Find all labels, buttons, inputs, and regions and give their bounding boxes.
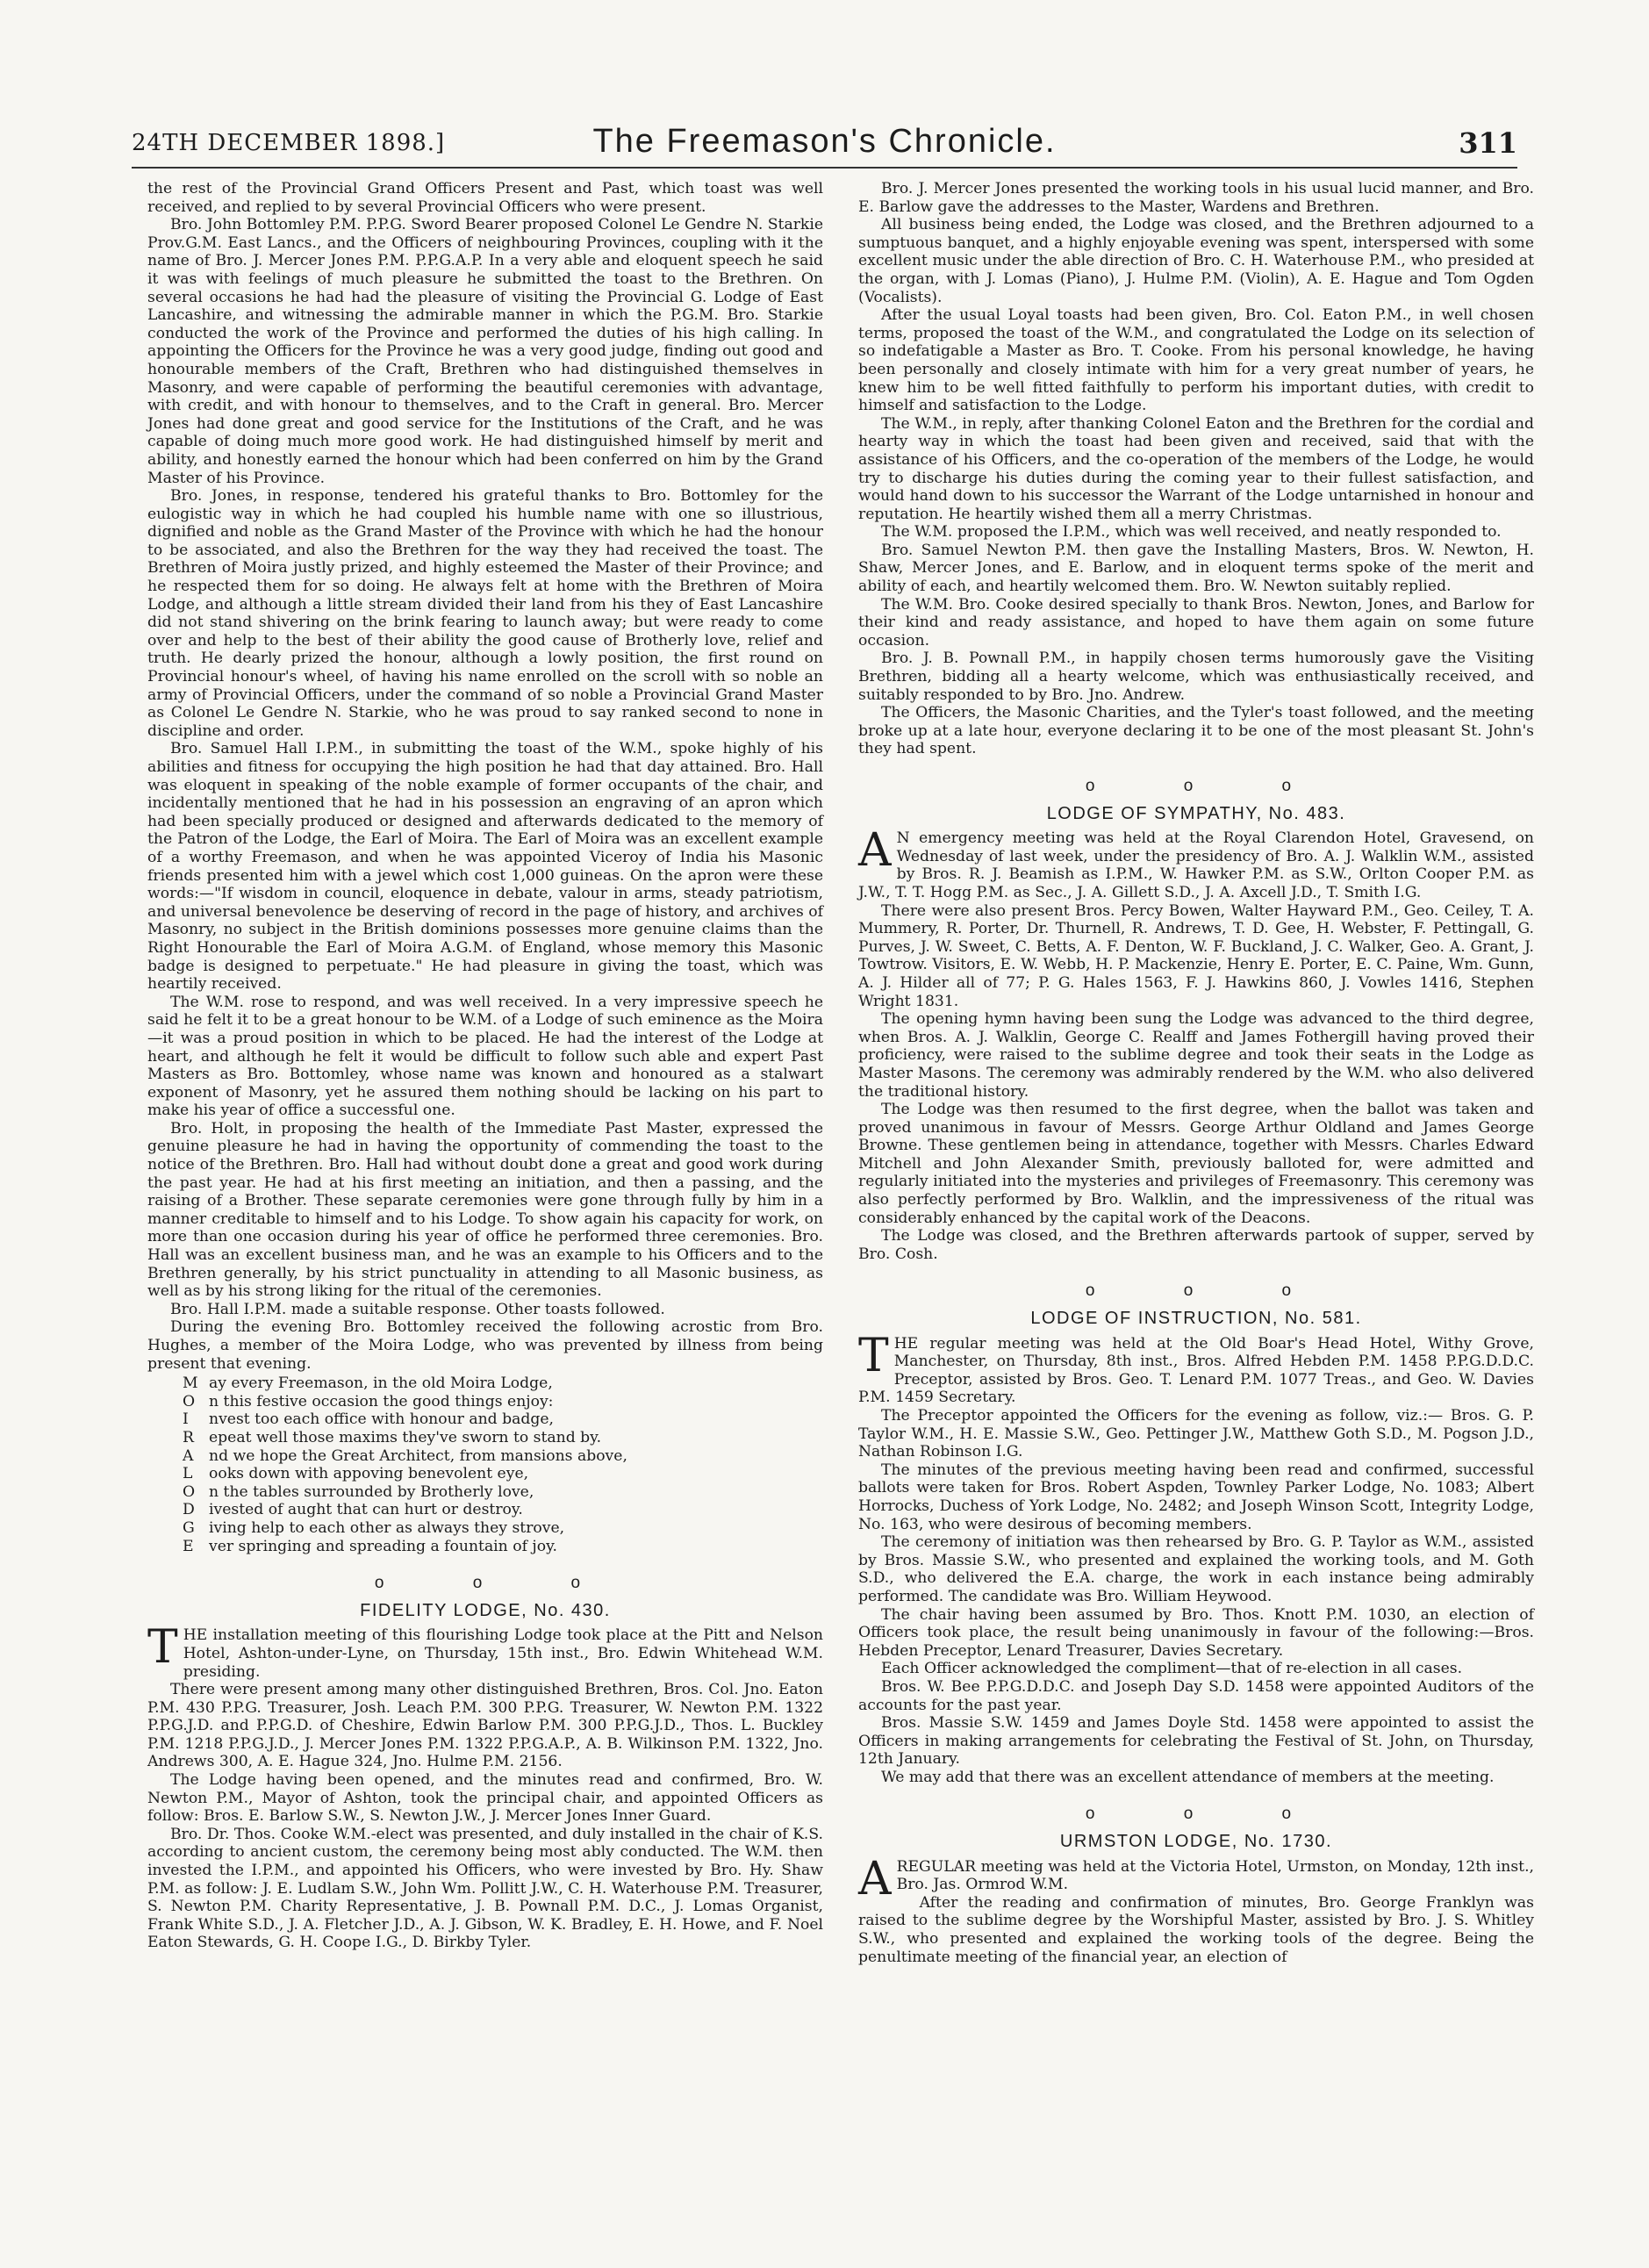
acrostic-poem [183, 1374, 823, 1555]
paragraph: During the evening Bro. Bottomley received the following acrostic from Bro. Hughes, a member of the Moira Lodge, who was prevented by illness from being present that evening. [147, 1318, 823, 1373]
acrostic-line: E ver springing and spreading a fountain of joy. [183, 1537, 557, 1555]
page-header [132, 123, 1517, 158]
acrostic-line: G iving help to each other as always they strove, [183, 1518, 565, 1537]
acrostic-line: R epeat well those maxims they've sworn to stand by. [183, 1428, 602, 1446]
paragraph: After the reading and confirmation of minutes, Bro. George Franklyn was raised to the sublime degree by the Worshipful Master, assisted by Bro. J. S. Whitley S.W., who presented and explained the working tools of the degree. Being the penultimate meeting of the financial year, an election of [858, 1893, 1534, 1966]
paragraph: After the usual Loyal toasts had been given, Bro. Col. Eaton P.M., in well chosen terms, proposed the toast of the W.M., and congratulated the Lodge on its selection of so indefatigable a Master as Bro. T. Cooke. From his personal knowledge, he having been personally and closely intimate with him for a very great number of years, he knew him to be well fitted faithfully to perform his important duties, with credit to himself and satisfaction to the Lodge. [858, 306, 1534, 415]
paragraph: A N emergency meeting was held at the Royal Clarendon Hotel, Gravesend, on Wednesday of last week, under the presidency of Bro. A. J. Walklin W.M., assisted by Bros. R. J. Beamish as I.P.M., W. Hawker P.M. as S.W., Orlton Cooper P.M. as J.W., T. T. Hogg P.M. as Sec., J. A. Gillett S.D., J. A. Axcell J.D., T. Smith I.G. [858, 824, 1534, 901]
paragraph: The ceremony of initiation was then rehearsed by Bro. G. P. Taylor as W.M., assisted by Bros. Massie S.W., who presented and explained the working tools, and M. Goth S.D., who delivered the E.A. charge, the work in each instance being admirably performed. The candidate was Bro. William Heywood. [858, 1533, 1534, 1605]
paragraph: All business being ended, the Lodge was closed, and the Brethren adjourned to a sumptuous banquet, and a highly enjoyable evening was spent, interspersed with some excellent music under the able direction of Bro. C. H. Waterhouse P.M., who presided at the organ, with J. Lomas (Piano), J. Hulme P.M. (Violin), A. E. Hague and Tom Ogden (Vocalists). [858, 216, 1534, 306]
paragraph: the rest of the Provincial Grand Officers Present and Past, which toast was well received, and replied to by several Provincial Officers who were present. [147, 180, 823, 216]
acrostic-line: L ooks down with appoving benevolent eye, [183, 1465, 529, 1483]
drop-cap: A [858, 1852, 892, 1906]
paragraph: The W.M. proposed the I.P.M., which was well received, and neatly responded to. [881, 523, 1502, 542]
paragraph: Bros. Massie S.W. 1459 and James Doyle Std. 1458 were appointed to assist the Officers in making arrangements for celebrating the Festival of St. John, on Thursday, 12th January. [858, 1714, 1534, 1769]
paragraph: Bro. Jones, in response, tendered his grateful thanks to Bro. Bottomley for the eulogistic way in which he had coupled his humble name with one so illustrious, dignified and noble as the Grand Master of the Province with which he had the honour to be associated, and also the Brethren for the way they had received the toast. The Brethren of Moira justly prized, and highly esteemed the Master of their Province; and he respected them for so doing. He always felt at home with the Brethren of Moira Lodge, and although a little stream divided their land from his they of East Lancashire did not stand shivering on the brink fearing to launch away; but were ready to come over and help to the best of their ability the good cause of Brotherly love, relief and truth. He dearly prized the honour, although a lowly position, the first round on Provincial honour's wheel, of having his name enrolled on the scroll with so noble an army of Provincial Officers, under the command of so noble a Provincial Grand Master as Colonel Le Gendre N. Starkie, who he was proud to say ranked second to none in discipline and order. [147, 487, 823, 740]
paragraph: Bro. Dr. Thos. Cooke W.M.-elect was presented, and duly installed in the chair of K.S. according to ancient custom, the ceremony being most ably conducted. The W.M. then invested the I.P.M., and appointed his Officers, who were invested by Bro. Hy. Shaw P.M. as follow: J. E. Ludlam S.W., John Wm. Pollitt J.W., C. H. Waterhouse P.M. Treasurer, S. Newton P.M. Charity Representative, J. B. Pownall P.M. D.C., J. Lomas Organist, Frank White S.D., J. A. Fletcher J.D., A. J. Gibson, W. K. Bradley, E. H. Howe, and F. Noel Eaton Stewards, G. H. Coope I.G., D. Birkby Tyler. [147, 1825, 823, 1952]
section-separator: o o o [374, 1574, 623, 1593]
drop-cap: T [858, 1329, 889, 1382]
acrostic-line: I nvest too each office with honour and badge, [183, 1410, 555, 1429]
section-separator: o o o [1085, 777, 1334, 795]
paragraph: There were present among many other distinguished Brethren, Bros. Col. Jno. Eaton P.M. 430 P.P.G. Treasurer, Josh. Leach P.M. 300 P.P.G. Treasurer, W. Newton P.M. 1322 P.P.G.J.D. and P.P.G.D. of Cheshire, Edwin Barlow P.M. 300 P.P.G.J.D., Thos. L. Buckley P.M. 1218 P.P.G.J.D., J. Mercer Jones P.M. 1322 P.P.G.A.P., A. B. Wilkinson P.M. 1322, Jno. Andrews 300, A. E. Hague 324, Jno. Hulme P.M. 2156. [147, 1681, 823, 1771]
paragraph: The W.M. rose to respond, and was well received. In a very impressive speech he said he felt it to be a great honour to be W.M. of a Lodge of such eminence as the Moira—it was a proud position in which to be placed. He had the interest of the Lodge at heart, and although he felt it would be difficult to follow such able and expert Past Masters as Bro. Bottomley, whose name was known and honoured as a stalwart exponent of Masonry, yet he assured them nothing should be lacking on his part to make his year of office a successful one. [147, 993, 823, 1120]
section-heading-sympathy: LODGE OF SYMPATHY, No. 483. [1046, 803, 1346, 823]
paragraph: The Preceptor appointed the Officers for the evening as follow, viz.:— Bros. G. P. Taylor W.M., H. E. Massie S.W., Geo. Pettinger J.W., Matthew Goth S.D., M. Pogson J.D., Nathan Robinson I.G. [858, 1407, 1534, 1461]
paragraph: THE regular meeting was held at the Old Boar's Head Hotel, Withy Grove, Manchester, on Thursday, 8th inst., Bros. Alfred Hebden P.M. 1458 P.P.G.D.D.C. Preceptor, assisted by Bros. Geo. T. Lenard P.M. 1077 Treas., and Geo. W. Davies P.M. 1459 Secretary. [858, 1329, 1534, 1407]
section-heading-urmston: URMSTON LODGE, No. 1730. [1059, 1832, 1333, 1852]
paragraph: The chair having been assumed by Bro. Thos. Knott P.M. 1030, an election of Officers took place, the result being unanimously in favour of the following:—Bros. Hebden Preceptor, Lenard Treasurer, Davies Secretary. [858, 1605, 1534, 1660]
masthead-title: The Freemason's Chronicle. [592, 123, 1057, 160]
paragraph: We may add that there was an excellent attendance of members at the meeting. [881, 1768, 1495, 1786]
header-rule [132, 167, 1517, 169]
acrostic-line: M ay every Freemason, in the old Moira Lodge, [183, 1374, 553, 1393]
paragraph: The W.M., in reply, after thanking Colonel Eaton and the Brethren for the cordial and hearty way in which the toast had been given and received, said that with the assistance of his Officers, and the co-operation of the members of the Lodge, he would try to discharge his duties during the coming year to their fullest satisfaction, and would hand down to his successor the Warrant of the Lodge untarnished in honour and reputation. He heartily wished them all a merry Christmas. [858, 414, 1534, 523]
paragraph: Bros. W. Bee P.P.G.D.D.C. and Joseph Day S.D. 1458 were appointed Auditors of the accounts for the past year. [858, 1677, 1534, 1714]
left-column [147, 180, 823, 1952]
paragraph: The Lodge having been opened, and the minutes read and confirmed, Bro. W. Newton P.M., Mayor of Ashton, took the principal chair, and appointed Officers as follow: Bros. E. Barlow S.W., S. Newton J.W., J. Mercer Jones Inner Guard. [147, 1771, 823, 1826]
paragraph: Bro. Holt, in proposing the health of the Immediate Past Master, expressed the genuine pleasure he had in having the opportunity of commending the toast to the notice of the Brethren. Bro. Hall had without doubt done a great and good work during the past year. He had at his first meeting an initiation, and then a passing, and the raising of a Brother. These separate ceremonies were gone through fully by him in a manner creditable to himself and to his Lodge. To show again his capacity for work, on more than one occasion during his year of office he performed three ceremonies. Bro. Hall was an excellent business man, and he was an example to his Officers and to the Brethren generally, by his strict punctuality in attending to all Masonic business, as well as by his strong liking for the ritual of the ceremonies. [147, 1119, 823, 1301]
paragraph: The Lodge was then resumed to the first degree, when the ballot was taken and proved unanimous in favour of Messrs. George Arthur Oldland and James George Browne. These gentlemen being in attendance, together with Messrs. Charles Edward Mitchell and John Alexander Smith, previously balloted for, were admitted and regularly initiated into the mysteries and privileges of Freemasonry. This ceremony was also perfectly performed by Bro. Walklin, and the impressiveness of the ritual was considerably enhanced by the capital work of the Deacons. [858, 1101, 1534, 1227]
paragraph: The Officers, the Masonic Charities, and the Tyler's toast followed, and the meeting broke up at a late hour, everyone declaring it to be one of the most pleasant St. John's they had spent. [858, 704, 1534, 758]
paragraph: Bro. J. B. Pownall P.M., in happily chosen terms humorously gave the Visiting Brethren, bidding all a hearty welcome, which was enthusiastically received, and suitably responded to by Bro. Jno. Andrew. [858, 650, 1534, 704]
paragraph: The opening hymn having been sung the Lodge was advanced to the third degree, when Bros. A. J. Walklin, George C. Realff and James Fothergill having proved their proficiency, were raised to the sublime degree and took their seats in the Lodge as Master Masons. The ceremony was admirably rendered by the W.M. who also delivered the traditional history. [858, 1010, 1534, 1101]
paragraph: Bro. Hall I.P.M. made a suitable response. Other toasts followed. [170, 1300, 665, 1318]
paragraph: Bro. John Bottomley P.M. P.P.G. Sword Bearer proposed Colonel Le Gendre N. Starkie Prov.G.M. East Lancs., and the Officers of neighbouring Provinces, coupling with it the name of Bro. J. Mercer Jones P.M. P.P.G.A.P. In a very able and eloquent speech he said it was with feelings of much pleasure he submitted the toast to the Brethren. On several occasions he had had the pleasure of visiting the Provincial G. Lodge of East Lancashire, and witnessing the admirable manner in which the P.G.M. Bro. Starkie conducted the work of the Province and performed the duties of his high calling. In appointing the Officers for the Province he was a very good judge, finding out good and honourable members of the Craft, Brethren who had distinguished themselves in Masonry, and were capable of performing the beautiful ceremonies with advantage, with credit, and with honour to themselves, and to the Craft in general. Bro. Mercer Jones had done great and good service for the Institutions of the Craft, and he was capable of doing much more good work. He had distinguished himself by merit and ability, and honestly earned the honour which had been conferred on him by the Grand Master of his Province. [147, 216, 823, 487]
page-number: 311 [1459, 126, 1517, 160]
section-separator: o o o [1085, 1805, 1334, 1824]
acrostic-line: O n this festive occasion the good things enjoy: [183, 1392, 554, 1410]
section-heading-instruction: LODGE OF INSTRUCTION, No. 581. [1030, 1309, 1362, 1329]
section-separator: o o o [1085, 1281, 1334, 1301]
section-heading-fidelity: FIDELITY LODGE, No. 430. [360, 1600, 611, 1620]
paragraph: Each Officer acknowledged the compliment—that of re-election in all cases. [881, 1660, 1463, 1678]
drop-cap: T [147, 1621, 178, 1675]
paragraph: Bro. Samuel Hall I.P.M., in submitting the toast of the W.M., spoke highly of his abilities and fitness for occupying the high position he had that day attained. Bro. Hall was eloquent in speaking of the noble example of former occupants of the chair, and incidentally mentioned that he had in his possession an engraving of an apron which had been specially produced or designed and afterwards dedicated to the memory of the Patron of the Lodge, the Earl of Moira. The Earl of Moira was an excellent example of a worthy Freemason, and when he was appointed Viceroy of India his Masonic friends presented him with a jewel which cost 1,000 guineas. On the apron were these words:—"If wisdom in council, eloquence in debate, valour in arms, steady patriotism, and universal benevolence be deserving of record in the page of history, and archives of Masonry, no subject in the British dominions possesses more genuine claims than the Right Honourable the Earl of Moira A.G.M. of England, whose memory this Masonic badge is designed to perpetuate." He had pleasure in giving the toast, which was heartily received. [147, 740, 823, 994]
paragraph: AREGULAR meeting was held at the Victoria Hotel, Urmston, on Monday, 12th inst., Bro. Jas. Ormrod W.M. [858, 1852, 1534, 1906]
paragraph: There were also present Bros. Percy Bowen, Walter Hayward P.M., Geo. Ceiley, T. A. Mummery, R. Porter, Dr. Thurnell, R. Andrews, T. D. Gee, H. Webster, F. Pettingall, G. Purves, J. W. Sweet, C. Betts, A. F. Denton, W. F. Buckland, J. C. Walker, Geo. A. Grant, J. Towtrow. Visitors, E. W. Webb, H. P. Mackenzie, Henry E. Porter, E. C. Paine, Wm. Gunn, A. J. Hilder all of 77; P. G. Hales 1563, F. J. Hawkins 860, J. Vowles 1416, Stephen Wright 1831. [858, 901, 1534, 1010]
paragraph: Bro. J. Mercer Jones presented the working tools in his usual lucid manner, and Bro. E. Barlow gave the addresses to the Master, Wardens and Brethren. [858, 180, 1534, 216]
acrostic-line: D ivested of aught that can hurt or destroy. [183, 1501, 523, 1519]
paragraph: The minutes of the previous meeting having been read and confirmed, successful ballots were taken for Bros. Robert Aspden, Townley Parker Lodge, No. 1083; Albert Horrocks, Duchess of York Lodge, No. 2482; and Joseph Winson Scott, Integrity Lodge, No. 163, who were desirous of becoming members. [858, 1461, 1534, 1533]
acrostic-line: O n the tables surrounded by Brotherly love, [183, 1482, 534, 1501]
paragraph: Bro. Samuel Newton P.M. then gave the Installing Masters, Bros. W. Newton, H. Shaw, Mercer Jones, and E. Barlow, and in eloquent terms spoke of the merit and ability of each, and heartily welcomed them. Bro. W. Newton suitably replied. [858, 541, 1534, 596]
acrostic-line: A nd we hope the Great Architect, from mansions above, [183, 1446, 627, 1465]
issue-date: 24TH DECEMBER 1898.] [132, 130, 446, 156]
paragraph: The W.M. Bro. Cooke desired specially to thank Bros. Newton, Jones, and Barlow for their kind and ready assistance, and hoped to have them again on some future occasion. [858, 595, 1534, 650]
right-column [858, 180, 1534, 1966]
paragraph: THE installation meeting of this flourishing Lodge took place at the Pitt and Nelson Hotel, Ashton-under-Lyne, on Thursday, 15th inst., Bro. Edwin Whitehead W.M. presiding. [147, 1621, 823, 1681]
paragraph: The Lodge was closed, and the Brethren afterwards partook of supper, served by Bro. Cosh. [858, 1227, 1534, 1263]
drop-cap: A [858, 824, 892, 878]
